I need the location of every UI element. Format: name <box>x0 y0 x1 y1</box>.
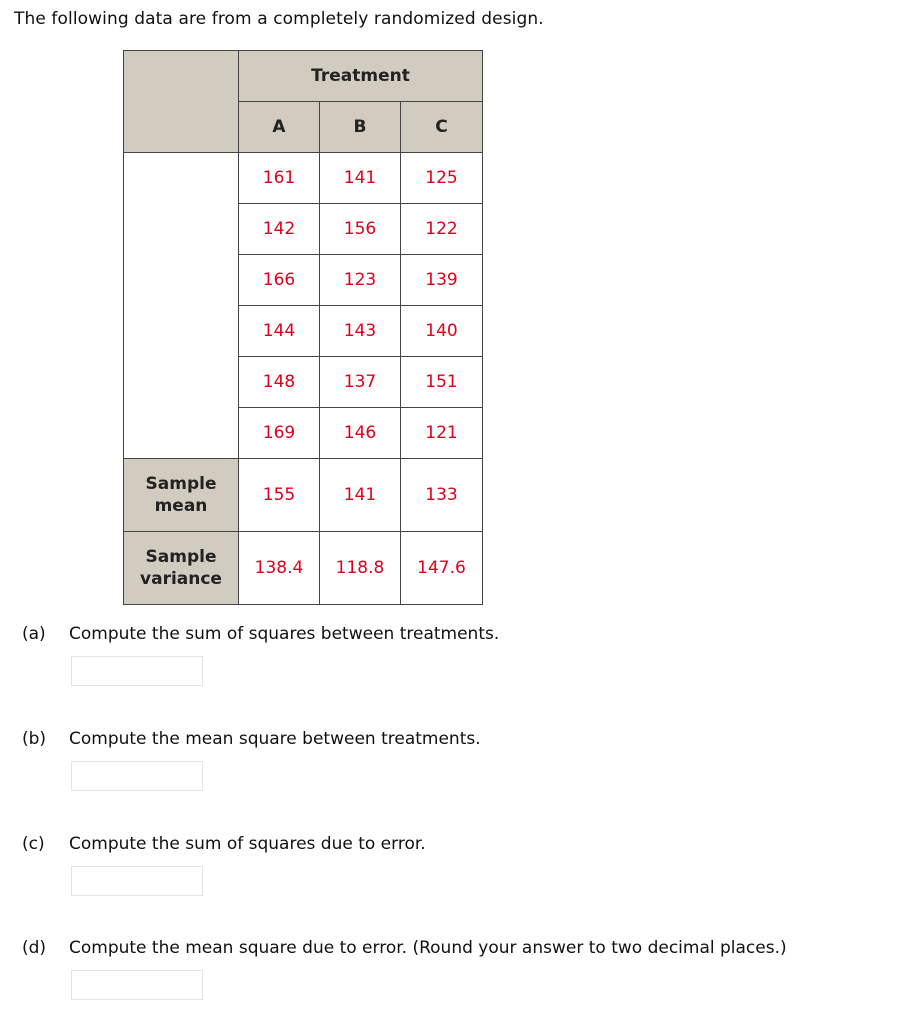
sample-variance-c: 147.6 <box>401 532 483 605</box>
data-table <box>123 50 483 605</box>
answer-input-a[interactable] <box>71 656 203 686</box>
question-c <box>22 834 426 854</box>
question-a-text: Compute the sum of squares between treatments. <box>69 624 500 644</box>
sample-mean-a: 155 <box>239 459 320 532</box>
question-c-letter: (c) <box>22 834 45 854</box>
cell-a-2: 142 <box>239 204 320 255</box>
table-row <box>124 153 483 204</box>
cell-c-2: 122 <box>401 204 483 255</box>
cell-c-3: 139 <box>401 255 483 306</box>
sample-mean-c: 133 <box>401 459 483 532</box>
treatment-header: Treatment <box>239 51 483 102</box>
question-b-letter: (b) <box>22 729 47 749</box>
question-c-text: Compute the sum of squares due to error. <box>69 834 426 854</box>
cell-a-6: 169 <box>239 408 320 459</box>
sample-mean-row <box>124 459 483 532</box>
column-header-a: A <box>239 102 320 153</box>
corner-cell <box>124 51 239 153</box>
sample-mean-label-line1: Sample <box>145 474 217 494</box>
question-a <box>22 624 499 644</box>
cell-a-4: 144 <box>239 306 320 357</box>
question-d <box>22 938 787 958</box>
table-header-row <box>124 51 483 102</box>
sample-mean-label <box>124 459 239 532</box>
cell-b-6: 146 <box>320 408 401 459</box>
cell-a-1: 161 <box>239 153 320 204</box>
sample-variance-label-line2: variance <box>140 569 222 589</box>
question-d-letter: (d) <box>22 938 47 958</box>
sample-mean-label-line2: mean <box>154 496 208 516</box>
sample-variance-row <box>124 532 483 605</box>
sample-variance-label-line1: Sample <box>145 547 217 567</box>
question-b <box>22 729 481 749</box>
sample-mean-b: 141 <box>320 459 401 532</box>
cell-b-1: 141 <box>320 153 401 204</box>
cell-b-3: 123 <box>320 255 401 306</box>
sample-variance-a: 138.4 <box>239 532 320 605</box>
sample-variance-label <box>124 532 239 605</box>
column-header-c: C <box>401 102 483 153</box>
question-a-letter: (a) <box>22 624 46 644</box>
answer-input-c[interactable] <box>71 866 203 896</box>
cell-b-2: 156 <box>320 204 401 255</box>
column-header-b: B <box>320 102 401 153</box>
cell-a-5: 148 <box>239 357 320 408</box>
cell-c-6: 121 <box>401 408 483 459</box>
cell-c-5: 151 <box>401 357 483 408</box>
question-d-text: Compute the mean square due to error. (Round your answer to two decimal places.) <box>69 938 787 958</box>
blank-label-column <box>124 153 239 459</box>
cell-c-4: 140 <box>401 306 483 357</box>
answer-input-d[interactable] <box>71 970 203 1000</box>
sample-variance-b: 118.8 <box>320 532 401 605</box>
cell-b-4: 143 <box>320 306 401 357</box>
answer-input-b[interactable] <box>71 761 203 791</box>
question-b-text: Compute the mean square between treatments. <box>69 729 481 749</box>
problem-intro: The following data are from a completely randomized design. <box>14 9 544 29</box>
cell-a-3: 166 <box>239 255 320 306</box>
cell-c-1: 125 <box>401 153 483 204</box>
cell-b-5: 137 <box>320 357 401 408</box>
